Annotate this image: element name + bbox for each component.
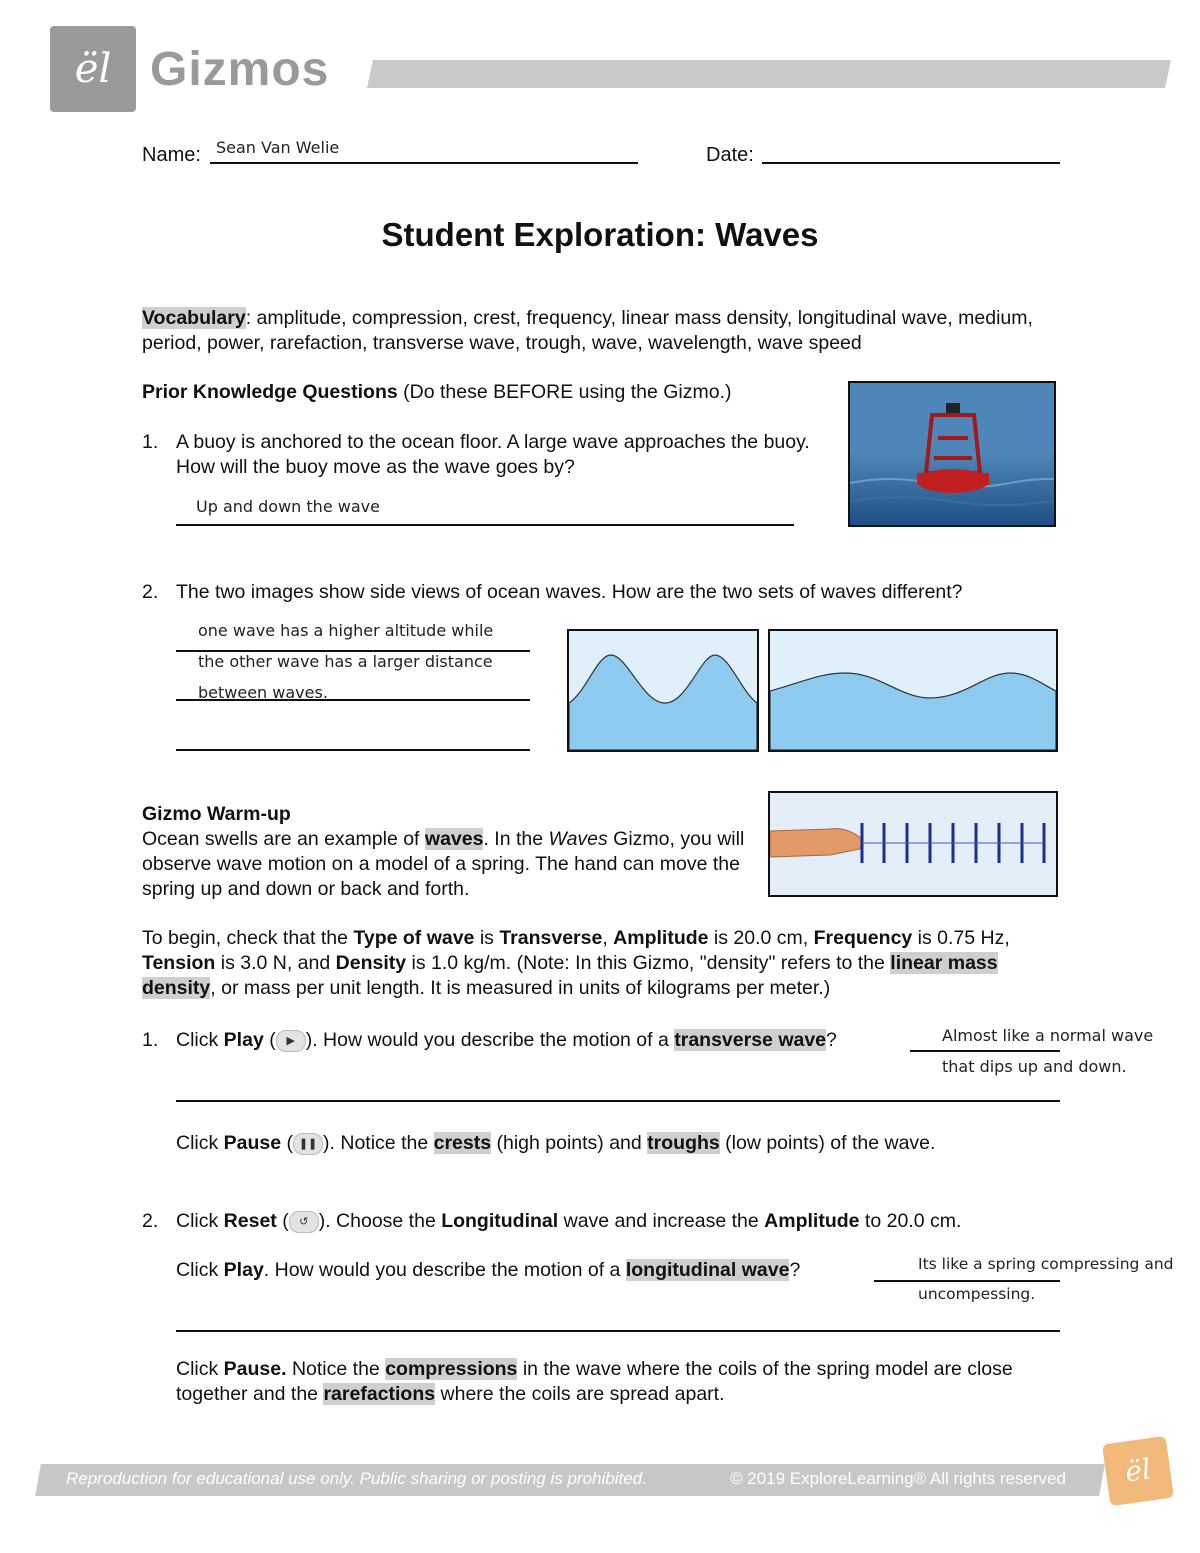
logo-glyph: ël bbox=[74, 46, 112, 92]
term-longitudinal-wave: longitudinal wave bbox=[625, 1259, 790, 1281]
step2-answer-line2[interactable]: uncompessing. bbox=[918, 1285, 1036, 1303]
step2-answer-line1[interactable]: Its like a spring compressing and bbox=[918, 1255, 1174, 1273]
name-line bbox=[210, 162, 638, 164]
step1-answer-line1[interactable]: Almost like a normal wave bbox=[942, 1026, 1154, 1045]
step1-answer-rule-long bbox=[176, 1100, 1060, 1102]
warmup-paragraph-1: Ocean swells are an example of waves. In the Waves Gizmo, you will observe wave motion on a model of a spring. The hand can move the spring up and down or back and forth. bbox=[142, 828, 745, 900]
footer-disclaimer: Reproduction for educational use only. Public sharing or posting is prohibited. bbox=[66, 1469, 647, 1488]
q2-answer-rule-2 bbox=[176, 699, 530, 701]
reset-icon: ↺ bbox=[289, 1211, 319, 1233]
spring-model-image bbox=[768, 791, 1058, 897]
play-icon: ▶ bbox=[276, 1030, 306, 1052]
term-crests: crests bbox=[433, 1132, 492, 1154]
buoy-illustration bbox=[850, 383, 1054, 525]
date-line[interactable] bbox=[762, 162, 1060, 164]
step2-answer-rule-long bbox=[176, 1330, 1060, 1332]
prior-heading: Prior Knowledge Questions bbox=[142, 381, 398, 403]
tall-wave-illustration bbox=[569, 631, 757, 750]
step2-question: Click Play. How would you describe the motion of a longitudinal wave? bbox=[176, 1259, 801, 1281]
tall-wave-image bbox=[567, 629, 759, 752]
q2-answer-rule-3 bbox=[176, 749, 530, 751]
header-bar bbox=[367, 60, 1171, 88]
step1-number: 1. bbox=[142, 1029, 159, 1051]
brand-title: Gizmos bbox=[150, 43, 330, 96]
q1-answer[interactable]: Up and down the wave bbox=[196, 497, 380, 516]
long-wave-illustration bbox=[770, 631, 1056, 750]
buoy-image bbox=[848, 381, 1056, 527]
step2-number: 2. bbox=[142, 1210, 159, 1232]
long-wave-image bbox=[768, 629, 1058, 752]
step2-instruction: Click Reset ( ↺ ). Choose the Longitudinal wave and increase the Amplitude to 20.0 cm. bbox=[176, 1210, 962, 1232]
q2-answer-line3[interactable]: between waves. bbox=[198, 683, 328, 702]
vocabulary-label: Vocabulary bbox=[142, 307, 246, 329]
warmup-paragraph-2: To begin, check that the Type of wave is Transverse, Amplitude is 20.0 cm, Frequency is 0.75 Hz, Tension is 3.0 N, and Density is 1.0 kg/m. (Note: In this Gizmo, "density" refers to the linear mass density, or mass per unit length. It is measured in units of kilograms per meter.) bbox=[142, 927, 1010, 999]
prior-note: (Do these BEFORE using the Gizmo.) bbox=[397, 381, 732, 403]
term-linear-mass-density: linear mass density bbox=[142, 952, 998, 999]
pause-instruction: Click Pause ( ❚❚ ). Notice the crests (high points) and troughs (low points) of the wave. bbox=[176, 1132, 936, 1154]
page-title: Student Exploration: Waves bbox=[381, 216, 819, 253]
step1-question: Click Play ( ▶ ). How would you describe the motion of a transverse wave? bbox=[176, 1029, 837, 1051]
q1-text: A buoy is anchored to the ocean floor. A large wave approaches the buoy. How will the buoy move as the wave goes by? bbox=[176, 431, 810, 478]
spring-illustration bbox=[770, 793, 1056, 895]
footer-logo bbox=[1102, 1436, 1174, 1506]
vocabulary-paragraph bbox=[142, 306, 1060, 356]
term-transverse-wave: transverse wave bbox=[674, 1029, 827, 1051]
footer-copyright: © 2019 ExploreLearning® All rights reserved bbox=[730, 1469, 1066, 1488]
warmup-heading: Gizmo Warm-up bbox=[142, 803, 291, 825]
compression-paragraph: Click Pause. Notice the compressions in the wave where the coils of the spring model are close together and the rarefactions where the coils are spread apart. bbox=[176, 1358, 1013, 1405]
q2-text: The two images show side views of ocean waves. How are the two sets of waves different? bbox=[176, 581, 963, 603]
step1-answer-rule-short bbox=[910, 1050, 1060, 1052]
prior-heading-line bbox=[142, 380, 822, 405]
q1-number: 1. bbox=[142, 431, 159, 453]
term-compressions: compressions bbox=[385, 1358, 518, 1380]
step1-answer-line2[interactable]: that dips up and down. bbox=[942, 1057, 1127, 1076]
q2-answer-line1[interactable]: one wave has a higher altitude while bbox=[198, 621, 494, 640]
q1-answer-line bbox=[176, 524, 794, 526]
name-value[interactable]: Sean Van Welie bbox=[216, 138, 340, 157]
term-waves: waves bbox=[424, 828, 484, 850]
date-label: Date: bbox=[706, 144, 754, 166]
explorelearning-logo bbox=[50, 26, 136, 112]
q2-number: 2. bbox=[142, 581, 159, 603]
term-troughs: troughs bbox=[647, 1132, 720, 1154]
name-label: Name: bbox=[142, 144, 201, 166]
step2-answer-rule-short bbox=[874, 1280, 1060, 1282]
q2-answer-line2[interactable]: the other wave has a larger distance bbox=[198, 652, 493, 671]
term-rarefactions: rarefactions bbox=[323, 1383, 436, 1405]
vocabulary-list: : amplitude, compression, crest, frequency, linear mass density, longitudinal wave, medium, period, power, rarefaction, transverse wave, trough, wave, wavelength, wave speed bbox=[142, 307, 1033, 354]
footer-logo-glyph: ël bbox=[1122, 1452, 1153, 1489]
pause-icon: ❚❚ bbox=[293, 1133, 323, 1155]
